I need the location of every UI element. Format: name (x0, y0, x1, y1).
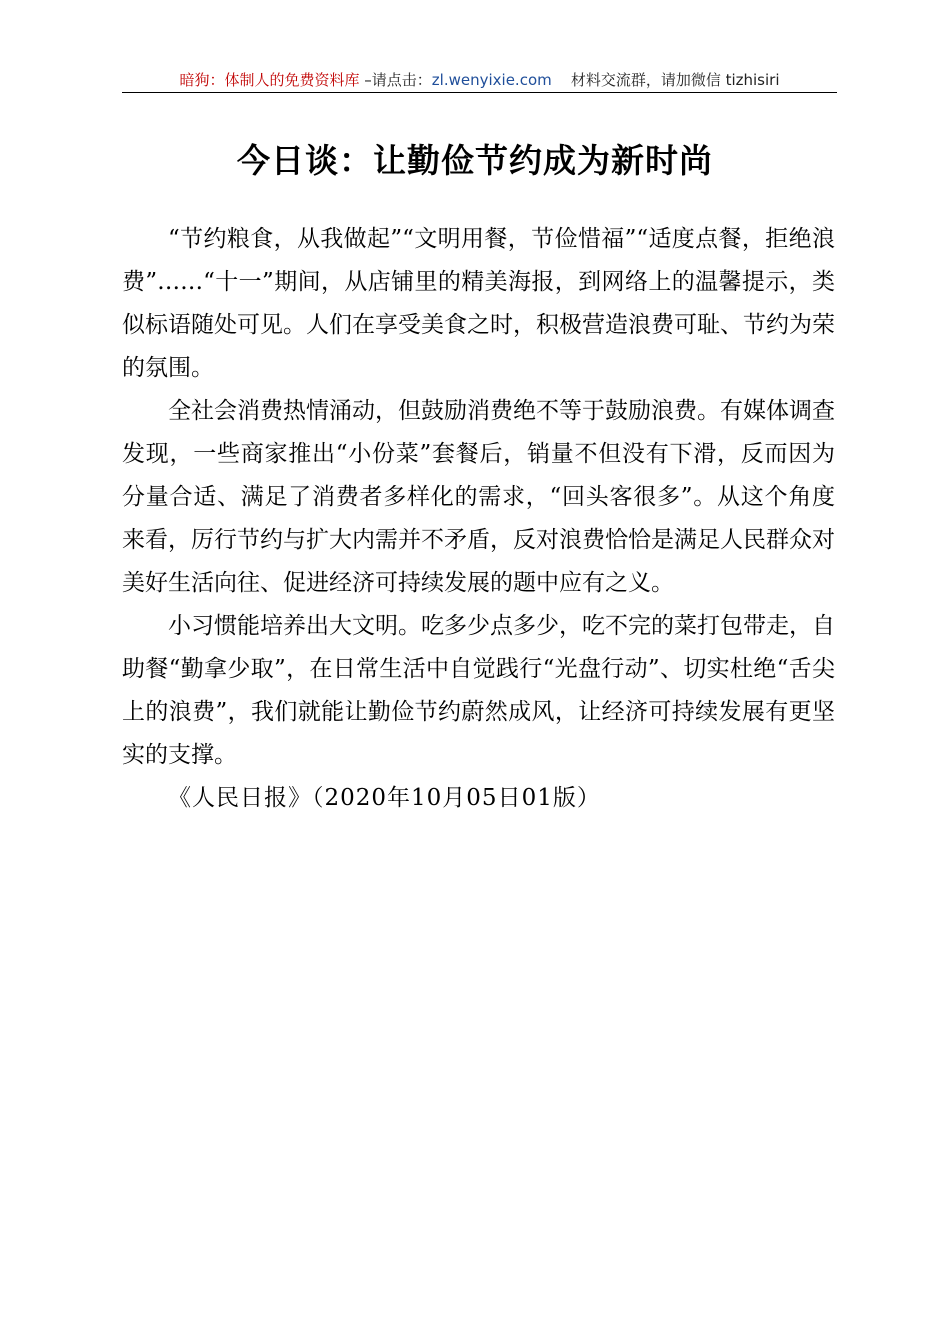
article-source: 《人民日报》（2020年10月05日01版） (168, 785, 601, 811)
header-link[interactable]: zl.wenyixie.com (431, 71, 552, 89)
header-site-name: 暗狗：体制人的免费资料库 (179, 71, 360, 89)
article-paragraph-3: 小习惯能培养出大文明。吃多少点多少，吃不完的菜打包带走，自助餐“勤拿少取”，在日常生活中自觉践行“光盘行动”、切实杜绝“舌尖上的浪费”，我们就能让勤俭节约蔚然成风，让经济可持续发展有更坚实的支撑。 (122, 613, 835, 768)
article-body (122, 218, 835, 820)
article-paragraph-1: “节约粮食，从我做起”“文明用餐，节俭惜福”“适度点餐，拒绝浪费”……“十一”期间，从店铺里的精美海报，到网络上的温馨提示，类似标语随处可见。人们在享受美食之时，积极营造浪费可耻、节约为荣的氛围。 (122, 226, 835, 381)
header-click-prompt: –请点击： (359, 71, 432, 89)
article-title: 今日谈：让勤俭节约成为新时尚 (237, 141, 713, 180)
header-wechat-note: 材料交流群，请加微信 tizhisiri (570, 71, 780, 89)
page-header (122, 68, 837, 93)
article-paragraph-2: 全社会消费热情涌动，但鼓励消费绝不等于鼓励浪费。有媒体调查发现，一些商家推出“小份菜”套餐后，销量不但没有下滑，反而因为分量合适、满足了消费者多样化的需求，“回头客很多”。从这个角度来看，厉行节约与扩大内需并不矛盾，反对浪费恰恰是满足人民群众对美好生活向往、促进经济可持续发展的题中应有之义。 (122, 398, 835, 596)
